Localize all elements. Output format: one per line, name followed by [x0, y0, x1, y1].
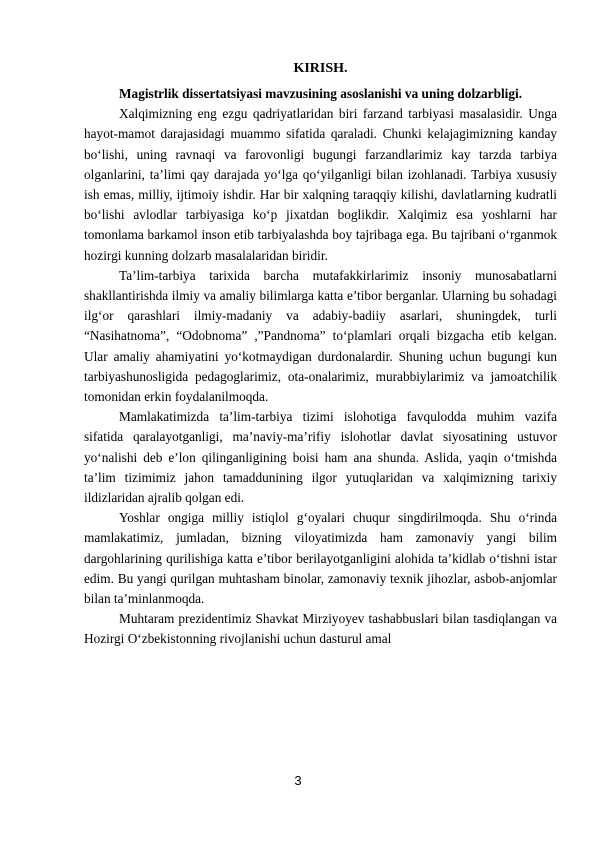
body-paragraph-3: Mamlakatimizda ta’lim-tarbiya tizimi islohotiga favqulodda muhim vazifa sifatida qaralayotganligi, ma’naviy-ma’rifiy islohotlar davlat siyosatining ustuvor yo‘nalishi deb e’lon qilinganligining boisi ham ana shunda. Aslida, yaqin o‘tmishda ta’lim tizimimiz jahon tamaddunining ilgor yutuqlaridan va xalqimizning tarixiy ildizlaridan ajralib qolgan edi. [84, 409, 557, 506]
body-paragraph-2: Ta’lim-tarbiya tarixida barcha mutafakkirlarimiz insoniy munosabatlarni shakllantirishda ilmiy va amaliy bilimlarga katta e’tibor berganlar. Ularning bu sohadagi ilg‘or qarashlari ilmiy-madaniy va adabiy-badiiy asarlari, shuningdek, turli “Nasihatnoma”, “Odobnoma” ,”Pandnoma” to‘plamlari orqali bizgacha etib kelgan. Ular amaliy ahamiyatini yo‘kotmaydigan durdonalardir. Shuning uchun bugungi kun tarbiyashunosligida pedagoglarimiz, ota-onalarimiz, murabbiylarimiz va jamoatchilik tomonidan erkin foydalanilmoqda. [84, 267, 557, 405]
page-number: 3 [294, 773, 302, 788]
body-paragraph-1: Xalqimizning eng ezgu qadriyatlaridan biri farzand tarbiyasi masalasidir. Unga hayot-mamot darajasidagi muammo sifatida qaraladi. Chunki kelajagimizning kanday bo‘lishi, uning ravnaqi va farovonligi bugungi farzandlarimiz kay tarzda tarbiya olganlarini, ta’limi qay darajada yo‘lga qo‘yilganligi bilan izohlanadi. Tarbiya xususiy ish emas, milliy, ijtimoiy ishdir. Har bir xalqning taraqqiy kilishi, davlatlarning kudratli bo‘lishi avlodlar tarbiyasiga ko‘p jixatdan boglikdir. Xalqimiz esa yoshlarni har tomonlama barkamol inson etib tarbiyalashda boy tajribaga ega. Bu tajribani o‘rganmok hozirgi kunning dolzarb masalalaridan biridir. [84, 106, 557, 263]
page-title: KIRISH. [293, 61, 348, 76]
page-content [84, 60, 557, 650]
section-subheading: Magistrlik dissertatsiyasi mavzusining asoslanishi va uning dolzarbligi. [119, 86, 523, 101]
body-paragraph-5: Muhtaram prezidentimiz Shavkat Mirziyoyev tashabbuslari bilan tasdiqlangan va Hozirgi O‘zbekistonning rivojlanishi uchun dasturul amal [84, 611, 557, 647]
body-paragraph-4: Yoshlar ongiga milliy istiqlol g‘oyalari chuqur singdirilmoqda. Shu o‘rinda mamlakatimiz, jumladan, bizning viloyatimizda ham zamonaviy yangi bilim dargohlarining qurilishiga katta e’tibor berilayotganligini alohida ta’kidlab o‘tishni istar edim. Bu yangi qurilgan muhtasham binolar, zamonaviy texnik jihozlar, asbob-anjomlar bilan ta’minlanmoqda. [84, 510, 557, 607]
